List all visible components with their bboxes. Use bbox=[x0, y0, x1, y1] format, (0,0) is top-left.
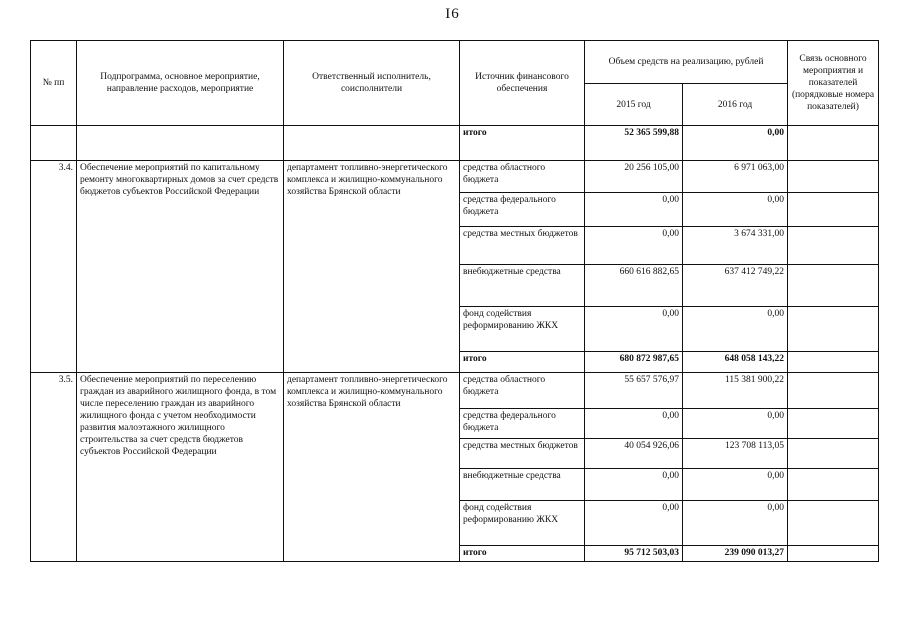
header-year-2016: 2016 год bbox=[683, 84, 788, 126]
page-number: I6 bbox=[445, 6, 460, 22]
value-2016: 0,00 bbox=[683, 409, 788, 439]
value-2016: 123 708 113,05 bbox=[683, 439, 788, 469]
budget-table bbox=[30, 40, 879, 562]
table-row bbox=[31, 373, 879, 409]
value-2016: 0,00 bbox=[683, 307, 788, 352]
cell-empty bbox=[31, 126, 77, 161]
total-label: итого bbox=[460, 126, 585, 161]
header-source: Источник финансового обеспечения bbox=[460, 41, 585, 126]
section-num: 3.4. bbox=[31, 161, 77, 373]
cell-link bbox=[788, 469, 879, 501]
section-program: Обеспечение мероприятий по переселению граждан из аварийного жилищного фонда, в том числе переселению граждан из аварийного жилищного фонда с учетом необходимости развития малоэтажного жилищного строительства за счет средств бюджетов субъектов Российской Федерации bbox=[77, 373, 284, 562]
cell-link bbox=[788, 352, 879, 373]
total-2016: 0,00 bbox=[683, 126, 788, 161]
cell-empty bbox=[77, 126, 284, 161]
cell-link bbox=[788, 546, 879, 562]
total-2015: 95 712 503,03 bbox=[585, 546, 683, 562]
section-executor: департамент топливно-энергетического комплекса и жилищно-коммунального хозяйства Брянской области bbox=[284, 373, 460, 562]
cell-link bbox=[788, 161, 879, 193]
header-row bbox=[31, 41, 879, 84]
value-2015: 40 054 926,06 bbox=[585, 439, 683, 469]
section-program: Обеспечение мероприятий по капитальному ремонту многоквартирных домов за счет средств бюджетов субъектов Российской Федерации bbox=[77, 161, 284, 373]
value-2015: 20 256 105,00 bbox=[585, 161, 683, 193]
cell-empty bbox=[788, 126, 879, 161]
header-program: Подпрограмма, основное мероприятие, направление расходов, мероприятие bbox=[77, 41, 284, 126]
value-2016: 0,00 bbox=[683, 193, 788, 227]
value-2016: 0,00 bbox=[683, 501, 788, 546]
value-2015: 0,00 bbox=[585, 227, 683, 265]
source-label: средства федерального бюджета bbox=[460, 409, 585, 439]
source-label: средства областного бюджета bbox=[460, 373, 585, 409]
source-label: внебюджетные средства bbox=[460, 469, 585, 501]
value-2016: 0,00 bbox=[683, 469, 788, 501]
value-2015: 660 616 882,65 bbox=[585, 265, 683, 307]
source-label: средства местных бюджетов bbox=[460, 227, 585, 265]
total-label: итого bbox=[460, 352, 585, 373]
cell-link bbox=[788, 439, 879, 469]
header-num: № пп bbox=[31, 41, 77, 126]
header-executor: Ответственный исполнитель, соисполнители bbox=[284, 41, 460, 126]
source-label: фонд содействия реформированию ЖКХ bbox=[460, 501, 585, 546]
header-link: Связь основного мероприятия и показателей (порядковые номера показателей) bbox=[788, 41, 879, 126]
value-2015: 0,00 bbox=[585, 469, 683, 501]
header-year-2015: 2015 год bbox=[585, 84, 683, 126]
total-2016: 648 058 143,22 bbox=[683, 352, 788, 373]
section-executor: департамент топливно-энергетического комплекса и жилищно-коммунального хозяйства Брянской области bbox=[284, 161, 460, 373]
cell-empty bbox=[284, 126, 460, 161]
cell-link bbox=[788, 227, 879, 265]
cell-link bbox=[788, 501, 879, 546]
cell-link bbox=[788, 265, 879, 307]
value-2015: 0,00 bbox=[585, 307, 683, 352]
source-label: средства местных бюджетов bbox=[460, 439, 585, 469]
value-2016: 6 971 063,00 bbox=[683, 161, 788, 193]
cell-link bbox=[788, 373, 879, 409]
cell-link bbox=[788, 193, 879, 227]
total-2015: 52 365 599,88 bbox=[585, 126, 683, 161]
cell-link bbox=[788, 307, 879, 352]
value-2016: 115 381 900,22 bbox=[683, 373, 788, 409]
source-label: фонд содействия реформированию ЖКХ bbox=[460, 307, 585, 352]
table-row bbox=[31, 161, 879, 193]
cell-link bbox=[788, 409, 879, 439]
value-2015: 0,00 bbox=[585, 409, 683, 439]
total-2016: 239 090 013,27 bbox=[683, 546, 788, 562]
value-2016: 637 412 749,22 bbox=[683, 265, 788, 307]
source-label: средства федерального бюджета bbox=[460, 193, 585, 227]
header-volume: Объем средств на реализацию, рублей bbox=[585, 41, 788, 84]
source-label: средства областного бюджета bbox=[460, 161, 585, 193]
total-label: итого bbox=[460, 546, 585, 562]
total-2015: 680 872 987,65 bbox=[585, 352, 683, 373]
value-2015: 0,00 bbox=[585, 501, 683, 546]
top-total-row bbox=[31, 126, 879, 161]
value-2015: 0,00 bbox=[585, 193, 683, 227]
value-2016: 3 674 331,00 bbox=[683, 227, 788, 265]
source-label: внебюджетные средства bbox=[460, 265, 585, 307]
section-num: 3.5. bbox=[31, 373, 77, 562]
value-2015: 55 657 576,97 bbox=[585, 373, 683, 409]
